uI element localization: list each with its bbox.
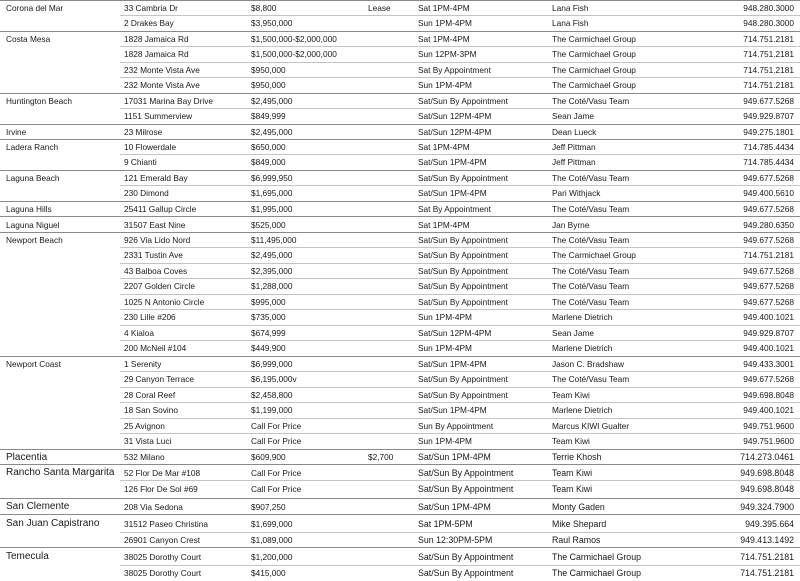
listing-extra (368, 202, 412, 216)
listing-agent: Team Kiwi (552, 467, 593, 478)
listing-time: Sat/Sun 1PM-4PM (418, 157, 487, 167)
listing-agent: Jason C. Bradshaw (552, 359, 624, 369)
listing-agent: Marlene Dietrich (552, 405, 613, 415)
listing-city (6, 185, 118, 201)
listing-price: $1,200,000 (251, 551, 293, 562)
listing-address: 18 San Sovino (124, 405, 178, 415)
listing-price: $609,900 (251, 452, 286, 462)
listing-row (0, 139, 800, 154)
listing-time: Sat/Sun 1PM-4PM (418, 452, 491, 462)
listing-time: Sun 1PM-4PM (418, 80, 472, 90)
listing-phone: 949.395.664 (745, 518, 794, 529)
listing-extra (368, 340, 412, 356)
listing-city: Ladera Ranch (6, 142, 59, 152)
listing-city (6, 15, 118, 31)
listing-agent: The Coté/Vasu Team (552, 374, 630, 384)
listing-price: Call For Price (251, 467, 302, 478)
listing-price: $1,699,000 (251, 518, 293, 529)
listing-price: $8,800 (251, 3, 277, 13)
listing-phone: 949.275.1801 (743, 127, 794, 137)
listing-phone: 949.677.5268 (743, 296, 794, 307)
listing-phone: 714.785.4434 (743, 157, 794, 167)
listing-agent: Team Kiwi (552, 389, 590, 400)
listing-agent: The Carmichael Group (552, 250, 636, 260)
listing-time: Sat/Sun 1PM-4PM (418, 405, 487, 415)
listing-extra (368, 565, 412, 581)
listing-time: Sat 1PM-5PM (418, 518, 473, 529)
listing-address: 25411 Gallup Circle (124, 204, 197, 214)
listing-phone: 714.785.4434 (743, 142, 794, 152)
listing-time: Sun 12PM-3PM (418, 49, 477, 59)
listing-price: $1,995,000 (251, 204, 293, 214)
listing-city (6, 371, 118, 387)
listing-address: 2207 Golden Circle (124, 281, 196, 291)
listing-phone: 949.400.5610 (743, 188, 794, 198)
listing-agent: Marlene Dietrich (552, 312, 613, 322)
listing-time: Sat/Sun By Appointment (418, 568, 514, 578)
listing-city (6, 480, 118, 498)
listing-agent: Jan Byrne (552, 219, 590, 230)
listing-extra (368, 418, 412, 433)
listing-address: 10 Flowerdale (124, 142, 177, 152)
listing-price: $849,000 (251, 157, 286, 167)
listing-city (6, 309, 118, 325)
listing-phone: 949.751.9600 (743, 420, 794, 431)
listing-time: Sat/Sun 1PM-4PM (418, 188, 487, 198)
listing-row (0, 31, 800, 46)
listing-extra (368, 94, 412, 108)
listing-time: Sat/Sun 12PM-4PM (418, 111, 492, 121)
listing-price: $1,089,000 (251, 534, 293, 545)
listing-price: Call For Price (251, 484, 302, 494)
listing-row (0, 216, 800, 232)
listing-address: 208 Via Sedona (124, 501, 183, 512)
listing-row (0, 387, 800, 402)
listing-row (0, 263, 800, 278)
listing-price: $849,999 (251, 111, 286, 121)
listing-phone: 714.751.2181 (740, 551, 794, 562)
listing-agent: Mike Shepard (552, 518, 607, 529)
listing-city: Corona del Mar (6, 3, 64, 13)
listing-time: Sat By Appointment (418, 204, 491, 214)
listing-phone: 949.698.8048 (743, 389, 794, 400)
listing-city: Laguna Hills (6, 204, 52, 214)
listing-price: $2,495,000 (251, 96, 293, 106)
listing-time: Sat/Sun By Appointment (418, 551, 514, 562)
listing-city: San Juan Capistrano (6, 518, 100, 529)
listing-time: Sat/Sun 1PM-4PM (418, 359, 487, 369)
listing-extra: $2,700 (368, 452, 394, 462)
listing-agent: Monty Gaden (552, 501, 605, 512)
listing-agent: Team Kiwi (552, 484, 593, 494)
listing-agent: The Carmichael Group (552, 64, 636, 75)
listing-address: 230 Lille #206 (124, 312, 176, 322)
listing-agent: The Carmichael Group (552, 49, 636, 59)
listing-extra (368, 357, 412, 371)
listing-time: Sat/Sun By Appointment (418, 389, 508, 400)
listing-agent: The Carmichael Group (552, 568, 641, 578)
listing-extra (368, 433, 412, 449)
listing-address: 2331 Tustin Ave (124, 250, 183, 260)
listing-phone: 949.280.6350 (743, 219, 794, 230)
listing-phone: 949.677.5268 (743, 281, 794, 291)
listing-agent: The Coté/Vasu Team (552, 235, 630, 245)
listing-agent: Raul Ramos (552, 534, 601, 545)
listing-city: San Clemente (6, 501, 70, 512)
listing-phone: 714.751.2181 (743, 49, 794, 59)
listing-phone: 949.400.1021 (743, 405, 794, 415)
listing-extra: Lease (368, 3, 391, 13)
listing-extra (368, 263, 412, 278)
listing-price: $1,199,000 (251, 405, 293, 415)
listing-agent: Lana Fish (552, 3, 589, 13)
listing-phone: 949.751.9600 (743, 436, 794, 446)
listing-address: 200 McNeil #104 (124, 343, 187, 353)
listing-row (0, 565, 800, 581)
listing-extra (368, 278, 412, 294)
listing-city: Laguna Niguel (6, 219, 60, 230)
listing-address: 126 Flor De Sol #69 (124, 484, 198, 494)
listing-extra (368, 465, 412, 480)
listing-row (0, 480, 800, 498)
listing-price: $525,000 (251, 219, 286, 230)
listing-price: $6,999,000 (251, 359, 293, 369)
listing-phone: 949.698.8048 (740, 484, 794, 494)
listing-address: 1828 Jamaica Rd (124, 34, 189, 44)
listing-city (6, 247, 118, 263)
listing-phone: 949.400.1021 (743, 343, 794, 353)
listing-extra (368, 62, 412, 77)
listing-time: Sun 1PM-4PM (418, 343, 472, 353)
listing-address: 230 Dimond (124, 188, 169, 198)
listing-row (0, 124, 800, 139)
listing-extra (368, 480, 412, 498)
listing-row (0, 0, 800, 15)
listing-row (0, 294, 800, 309)
listing-extra (368, 154, 412, 170)
listing-row (0, 433, 800, 449)
listing-time: Sat/Sun By Appointment (418, 374, 508, 384)
listing-address: 1025 N Antonio Circle (124, 296, 205, 307)
listing-agent: The Coté/Vasu Team (552, 265, 630, 276)
listing-phone: 949.413.1492 (740, 534, 794, 545)
listing-agent: Marcus KIWI Gualter (552, 420, 629, 431)
listing-extra (368, 402, 412, 418)
listing-time: Sat/Sun 12PM-4PM (418, 127, 492, 137)
listing-row (0, 309, 800, 325)
listing-extra (368, 185, 412, 201)
listing-row (0, 93, 800, 108)
listing-address: 38025 Dorothy Court (124, 551, 202, 562)
listing-time: Sat 1PM-4PM (418, 219, 470, 230)
listing-time: Sat/Sun By Appointment (418, 484, 514, 494)
listing-extra (368, 15, 412, 31)
listing-price: $3,950,000 (251, 18, 293, 28)
listing-city (6, 433, 118, 449)
listing-price: $674,999 (251, 327, 286, 338)
listing-agent: Sean Jame (552, 327, 594, 338)
listing-row (0, 278, 800, 294)
listing-time: Sat 1PM-4PM (418, 3, 470, 13)
listing-price: $2,495,000 (251, 127, 293, 137)
listing-phone: 714.273.0461 (740, 452, 794, 462)
listing-agent: Jeff Pittman (552, 157, 596, 167)
listing-time: Sun 1PM-4PM (418, 436, 472, 446)
listing-row (0, 402, 800, 418)
listing-city (6, 340, 118, 356)
listing-address: 31507 East Nine (124, 219, 186, 230)
listing-extra (368, 371, 412, 387)
listing-agent: Sean Jame (552, 111, 594, 121)
listing-address: 26901 Canyon Crest (124, 534, 201, 545)
listing-phone: 714.751.2181 (740, 568, 794, 578)
listing-extra (368, 532, 412, 547)
listing-row (0, 170, 800, 185)
listing-city (6, 263, 118, 278)
listing-price: $11,495,000 (251, 235, 297, 245)
listing-extra (368, 125, 412, 139)
listing-address: 31512 Paseo Christina (124, 518, 208, 529)
listing-city (6, 46, 118, 62)
listing-extra (368, 32, 412, 46)
listing-extra (368, 46, 412, 62)
listing-row (0, 325, 800, 340)
listing-price: $6,999,950 (251, 173, 293, 183)
listing-row (0, 340, 800, 356)
listing-price: $1,500,000-$2,000,000 (251, 34, 337, 44)
listing-address: 1 Serenity (124, 359, 162, 369)
listing-price: $995,000 (251, 296, 286, 307)
listing-city: Temecula (6, 551, 49, 562)
listing-agent: Jeff Pittman (552, 142, 596, 152)
listing-phone: 949.677.5268 (743, 173, 794, 183)
listing-price: $650,000 (251, 142, 286, 152)
listing-time: Sat/Sun By Appointment (418, 281, 508, 291)
listing-row (0, 154, 800, 170)
listing-price: Call For Price (251, 436, 302, 446)
listing-time: Sat 1PM-4PM (418, 34, 470, 44)
listing-city: Newport Beach (6, 235, 63, 245)
listing-address: 23 Milrose (124, 127, 163, 137)
listing-phone: 949.677.5268 (743, 265, 794, 276)
listing-address: 33 Cambria Dr (124, 3, 178, 13)
listing-city (6, 532, 118, 547)
listing-city: Costa Mesa (6, 34, 51, 44)
listing-address: 121 Emerald Bay (124, 173, 188, 183)
listing-time: Sat/Sun 1PM-4PM (418, 501, 491, 512)
listing-address: 9 Chianti (124, 157, 157, 167)
listing-row (0, 532, 800, 547)
listing-phone: 949.677.5268 (743, 374, 794, 384)
listing-price: $2,495,000 (251, 250, 293, 260)
listing-address: 38025 Dorothy Court (124, 568, 202, 578)
listing-phone: 714.751.2181 (743, 34, 794, 44)
listing-row (0, 77, 800, 93)
listing-phone: 949.677.5268 (743, 204, 794, 214)
listing-price: $415,000 (251, 568, 286, 578)
listing-city: Irvine (6, 127, 27, 137)
listing-city (6, 325, 118, 340)
listing-agent: The Carmichael Group (552, 34, 636, 44)
listing-city (6, 402, 118, 418)
listing-price: $2,458,800 (251, 389, 293, 400)
listing-time: Sat By Appointment (418, 64, 491, 75)
listing-extra (368, 387, 412, 402)
listing-phone: 949.698.8048 (740, 467, 794, 478)
listing-time: Sun By Appointment (418, 420, 494, 431)
listing-city (6, 565, 118, 581)
listing-agent: Dean Lueck (552, 127, 597, 137)
listing-extra (368, 217, 412, 232)
listing-extra (368, 325, 412, 340)
listing-time: Sat/Sun By Appointment (418, 96, 508, 106)
listing-row (0, 62, 800, 77)
listing-city (6, 108, 118, 124)
listing-agent: Pari Withjack (552, 188, 601, 198)
listing-agent: The Coté/Vasu Team (552, 173, 630, 183)
listing-price: $907,250 (251, 501, 286, 512)
listing-address: 1828 Jamaica Rd (124, 49, 189, 59)
listing-price: $950,000 (251, 80, 286, 90)
listing-agent: The Carmichael Group (552, 551, 641, 562)
listing-price: $1,695,000 (251, 188, 293, 198)
listing-agent: The Coté/Vasu Team (552, 204, 630, 214)
listing-phone: 949.929.8707 (743, 111, 794, 121)
listing-time: Sat/Sun By Appointment (418, 265, 508, 276)
listing-row (0, 232, 800, 247)
listing-phone: 714.751.2181 (743, 80, 794, 90)
listing-address: 29 Canyon Terrace (124, 374, 194, 384)
listing-address: 926 Via Lido Nord (124, 235, 191, 245)
listing-row (0, 185, 800, 201)
listing-city: Rancho Santa Margarita (6, 467, 115, 478)
listing-time: Sat/Sun 12PM-4PM (418, 327, 492, 338)
listing-time: Sat/Sun By Appointment (418, 296, 508, 307)
listing-agent: Terrie Khosh (552, 452, 602, 462)
listing-agent: Team Kiwi (552, 436, 590, 446)
listing-time: Sat/Sun By Appointment (418, 173, 508, 183)
listing-extra (368, 233, 412, 247)
listing-agent: The Coté/Vasu Team (552, 281, 630, 291)
listing-time: Sat/Sun By Appointment (418, 250, 508, 260)
listing-address: 4 Kialoa (124, 327, 154, 338)
listing-phone: 948.280.3000 (743, 3, 794, 13)
listing-extra (368, 515, 412, 532)
listing-row (0, 356, 800, 371)
listing-agent: The Coté/Vasu Team (552, 296, 630, 307)
listing-row (0, 108, 800, 124)
listing-price: $950,000 (251, 64, 286, 75)
listing-city: Newport Coast (6, 359, 61, 369)
listing-address: 28 Coral Reef (124, 389, 176, 400)
listing-phone: 714.751.2181 (743, 64, 794, 75)
listing-phone: 949.677.5268 (743, 235, 794, 245)
listing-city (6, 154, 118, 170)
listing-extra (368, 247, 412, 263)
listing-agent: The Coté/Vasu Team (552, 96, 630, 106)
listing-extra (368, 294, 412, 309)
listing-city (6, 278, 118, 294)
listing-extra (368, 108, 412, 124)
listing-price: $1,288,000 (251, 281, 293, 291)
listing-time: Sat/Sun By Appointment (418, 467, 514, 478)
listing-time: Sat 1PM-4PM (418, 142, 470, 152)
listing-row (0, 201, 800, 216)
listing-price: $735,000 (251, 312, 286, 322)
listing-price: Call For Price (251, 420, 302, 431)
listing-price: $449,900 (251, 343, 286, 353)
listing-extra (368, 499, 412, 514)
listing-extra (368, 548, 412, 565)
listing-address: 232 Monte Vista Ave (124, 64, 200, 75)
listing-city (6, 62, 118, 77)
listing-city: Placentia (6, 451, 48, 463)
listing-phone: 948.280.3000 (743, 18, 794, 28)
listing-price: $6,195,000v (251, 374, 297, 384)
listing-agent: Lana Fish (552, 18, 589, 28)
listing-phone: 949.400.1021 (743, 312, 794, 322)
listing-row (0, 15, 800, 31)
listing-phone: 949.929.8707 (743, 327, 794, 338)
listing-phone: 949.324.7900 (740, 501, 794, 512)
listing-address: 532 Milano (124, 452, 165, 462)
listing-address: 25 Avignon (124, 420, 165, 431)
listing-row (0, 418, 800, 433)
listing-row (0, 464, 800, 480)
listing-extra (368, 140, 412, 154)
listing-city: Laguna Beach (6, 173, 60, 183)
listing-extra (368, 77, 412, 93)
listing-price: $2,395,000 (251, 265, 293, 276)
listing-row (0, 371, 800, 387)
listing-address: 232 Monte Vista Ave (124, 80, 200, 90)
listing-city (6, 294, 118, 309)
listing-address: 31 Vista Luci (124, 436, 172, 446)
listing-row (0, 547, 800, 565)
listing-agent: The Carmichael Group (552, 80, 636, 90)
listing-agent: Marlene Dietrich (552, 343, 613, 353)
listing-city: Huntington Beach (6, 96, 72, 106)
listing-row (0, 514, 800, 532)
listing-extra (368, 171, 412, 185)
listing-extra (368, 309, 412, 325)
listing-row (0, 449, 800, 464)
listing-address: 2 Drakes Bay (124, 18, 174, 28)
listing-time: Sat/Sun By Appointment (418, 235, 508, 245)
listing-phone: 949.433.3001 (743, 359, 794, 369)
listing-price: $1,500,000-$2,000,000 (251, 49, 337, 59)
listing-phone: 949.677.5268 (743, 96, 794, 106)
listing-row (0, 498, 800, 514)
listing-address: 52 Flor De Mar #108 (124, 467, 201, 478)
listing-address: 1151 Summerview (124, 111, 193, 121)
listing-phone: 714.751.2181 (743, 250, 794, 260)
listing-city (6, 418, 118, 433)
listing-address: 43 Balboa Coves (124, 265, 188, 276)
listing-address: 17031 Marina Bay Drive (124, 96, 214, 106)
listing-city (6, 387, 118, 402)
listing-time: Sun 1PM-4PM (418, 312, 472, 322)
listing-city (6, 77, 118, 93)
listing-time: Sun 1PM-4PM (418, 18, 472, 28)
listing-row (0, 46, 800, 62)
listing-row (0, 247, 800, 263)
listing-time: Sun 12:30PM-5PM (418, 534, 493, 545)
